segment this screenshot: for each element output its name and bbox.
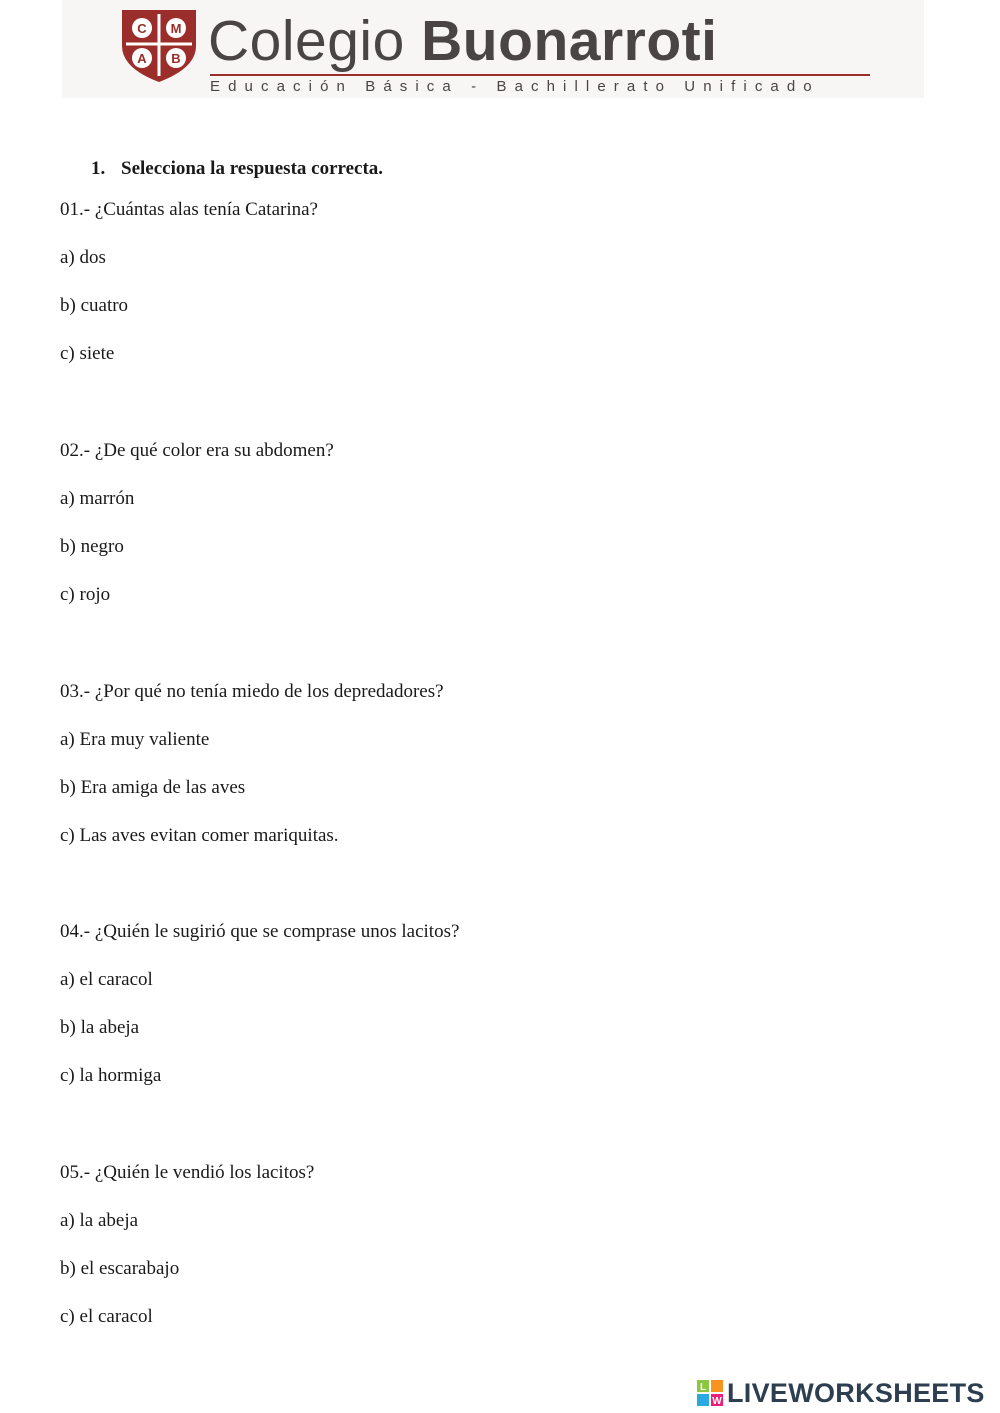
answer-option[interactable]: b) negro <box>60 536 124 557</box>
question-3 <box>60 680 920 872</box>
answer-option[interactable]: c) rojo <box>60 584 111 605</box>
school-name <box>208 8 717 74</box>
school-tagline: Educación Básica - Bachillerato Unificado <box>210 78 820 95</box>
answer-option[interactable]: c) el caracol <box>60 1306 153 1327</box>
question-prompt: 04.- ¿Quién le sugirió que se comprase unos lacitos? <box>60 921 460 942</box>
question-1 <box>60 198 920 390</box>
liveworksheets-wordmark: LIVEWORKSHEETS <box>727 1377 985 1408</box>
school-name-light: Colegio <box>208 9 422 73</box>
instruction-number: 1. <box>91 158 106 179</box>
question-prompt: 01.- ¿Cuántas alas tenía Catarina? <box>60 199 318 220</box>
answer-option[interactable]: b) cuatro <box>60 295 129 316</box>
question-prompt: 02.- ¿De qué color era su abdomen? <box>60 440 334 461</box>
answer-option[interactable]: b) la abeja <box>60 1017 140 1038</box>
question-prompt: 03.- ¿Por qué no tenía miedo de los depredadores? <box>60 681 444 702</box>
school-name-bold: Buonarroti <box>421 9 718 73</box>
question-4 <box>60 920 920 1112</box>
answer-option[interactable]: a) dos <box>60 247 106 268</box>
logo-letter: L <box>699 1382 707 1393</box>
logo-letter: W <box>712 1396 722 1406</box>
liveworksheets-logo-icon <box>697 1380 723 1406</box>
school-header <box>62 0 924 98</box>
question-2 <box>60 439 920 631</box>
shield-letter: C <box>137 21 147 36</box>
instruction-text: Selecciona la respuesta correcta. <box>121 158 384 179</box>
header-divider <box>210 74 870 76</box>
school-shield-logo <box>118 6 200 84</box>
answer-option[interactable]: a) Era muy valiente <box>60 729 210 750</box>
answer-option[interactable]: c) Las aves evitan comer mariquitas. <box>60 825 339 846</box>
liveworksheets-watermark <box>697 1378 985 1408</box>
answer-option[interactable]: b) el escarabajo <box>60 1258 180 1279</box>
question-5 <box>60 1161 920 1353</box>
shield-letter: M <box>170 21 182 36</box>
shield-letter: B <box>171 51 181 66</box>
answer-option[interactable]: a) marrón <box>60 488 135 509</box>
answer-option[interactable]: b) Era amiga de las aves <box>60 777 246 798</box>
answer-option[interactable]: c) siete <box>60 343 115 364</box>
instruction-heading <box>91 158 383 180</box>
answer-option[interactable]: a) la abeja <box>60 1210 139 1231</box>
question-prompt: 05.- ¿Quién le vendió los lacitos? <box>60 1162 315 1183</box>
answer-option[interactable]: a) el caracol <box>60 969 153 990</box>
shield-letter: A <box>137 51 147 66</box>
answer-option[interactable]: c) la hormiga <box>60 1065 162 1086</box>
